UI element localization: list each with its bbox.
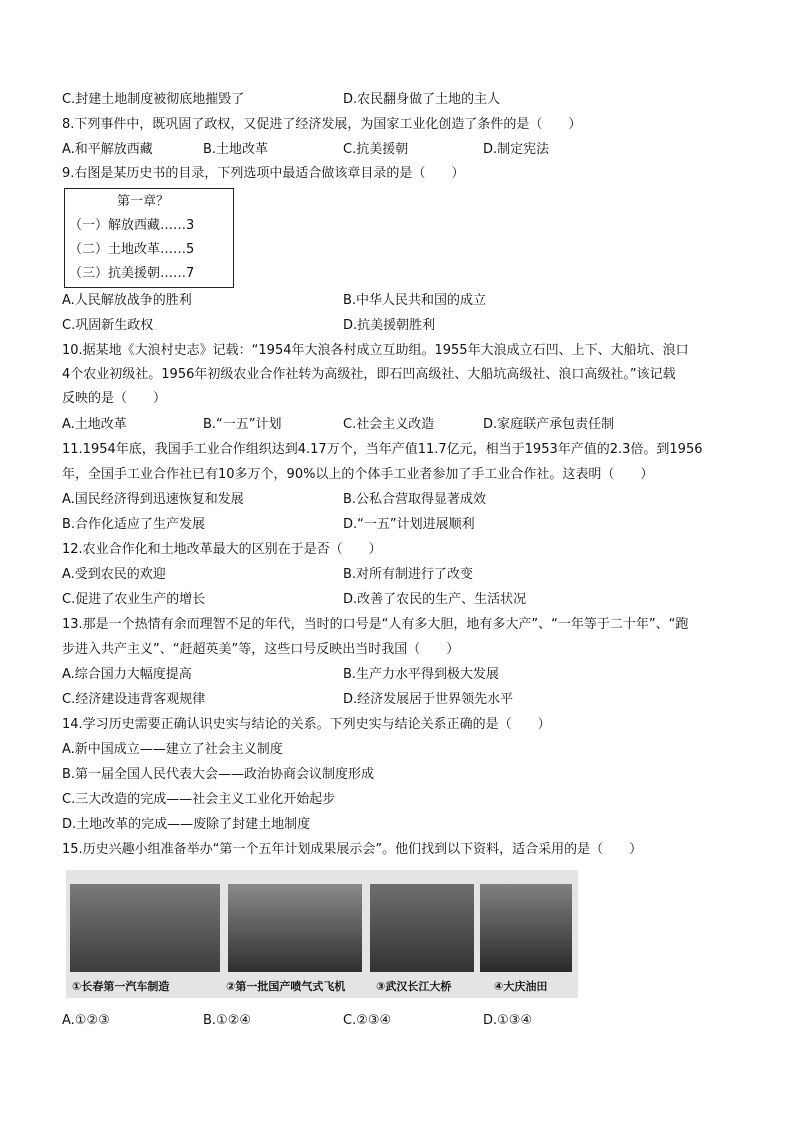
q13-option-d: D.经济发展居于世界领先水平 <box>343 692 514 707</box>
photo-jet-aircraft <box>228 884 362 972</box>
q9-option-c: C.巩固新生政权 <box>62 318 154 333</box>
q13-option-c: C.经济建设违背客观规律 <box>62 692 206 707</box>
q14-option-c: C.三大改造的完成——社会主义工业化开始起步 <box>62 792 336 807</box>
q15-option-d: D.①③④ <box>483 1013 533 1028</box>
photo-car-factory <box>70 884 220 972</box>
toc-title: 第一章？ <box>117 194 170 209</box>
q13-option-b: B.生产力水平得到极大发展 <box>343 667 500 682</box>
q11-stem-line1: 11.1954年底，我国手工业合作组织达到4.17万个，当年产值11.7亿元，相当于1953年产值的2.3倍。到1956 <box>62 442 703 457</box>
q9-table-of-contents <box>64 188 234 288</box>
q12-option-a: A.受到农民的欢迎 <box>62 567 166 582</box>
toc-item: （一）解放西藏……3 <box>69 218 195 233</box>
q7-option-c: C.封建土地制度被彻底地摧毁了 <box>62 92 245 107</box>
toc-item: （二）土地改革……5 <box>69 242 195 257</box>
photo-caption: ②第一批国产喷气式飞机 <box>226 980 346 993</box>
q11-option-b: B.公私合营取得显著成效 <box>343 492 487 507</box>
q8-option-d: D.制定宪法 <box>483 142 550 157</box>
photo-caption: ①长春第一汽车制造 <box>72 980 170 993</box>
q15-option-a: A.①②③ <box>62 1013 110 1028</box>
q8-stem: 8.下列事件中，既巩固了政权，又促进了经济发展，为国家工业化创造了条件的是（ ） <box>62 117 582 132</box>
q8-option-a: A.和平解放西藏 <box>62 142 153 157</box>
q8-option-c: C.抗美援朝 <box>343 142 409 157</box>
q10-option-c: C.社会主义改造 <box>343 417 435 432</box>
q10-option-d: D.家庭联产承包责任制 <box>483 417 615 432</box>
q14-option-d: D.土地改革的完成——废除了封建土地制度 <box>62 817 311 832</box>
q11-stem-line2: 年，全国手工业合作社已有10多万个，90%以上的个体手工业者参加了手工业合作社。这表明（ ） <box>62 467 654 482</box>
q14-option-b: B.第一届全国人民代表大会——政治协商会议制度形成 <box>62 767 375 782</box>
q14-stem: 14.学习历史需要正确认识史实与结论的关系。下列史实与结论关系正确的是（ ） <box>62 717 551 732</box>
q10-stem-line1: 10.据某地《大浪村史志》记载：“1954年大浪各村成立互助组。1955年大浪成立石凹、上下、大船坑、浪口 <box>62 343 689 358</box>
q12-option-b: B.对所有制进行了改变 <box>343 567 474 582</box>
q13-stem-line1: 13.那是一个热情有余而理智不足的年代，当时的口号是“人有多大胆，地有多大产”、“一年等于二十年”、“跑 <box>62 617 689 632</box>
q15-option-c: C.②③④ <box>343 1013 392 1028</box>
q15-stem: 15.历史兴趣小组准备举办“第一个五年计划成果展示会”。他们找到以下资料，适合采用的是（ ） <box>62 842 643 857</box>
q9-option-d: D.抗美援朝胜利 <box>343 318 436 333</box>
photo-caption: ③武汉长江大桥 <box>376 980 452 993</box>
q8-option-b: B.土地改革 <box>203 142 269 157</box>
q10-option-b: B.“一五”计划 <box>203 417 282 432</box>
q11-option-a: A.国民经济得到迅速恢复和发展 <box>62 492 244 507</box>
q9-option-a: A.人民解放战争的胜利 <box>62 293 192 308</box>
q12-stem: 12.农业合作化和土地改革最大的区别在于是否（ ） <box>62 542 382 557</box>
q10-stem-line3: 反映的是（ ） <box>62 391 167 406</box>
q9-stem: 9.右图是某历史书的目录，下列选项中最适合做该章目录的是（ ） <box>62 166 465 181</box>
q11-option-c: B.合作化适应了生产发展 <box>62 517 206 532</box>
q15-photo-strip <box>66 870 578 998</box>
q13-option-a: A.综合国力大幅度提高 <box>62 667 192 682</box>
q10-stem-line2: 4个农业初级社。1956年初级农业合作社转为高级社，即石凹高级社、大船坑高级社、浪口高级社。”该记载 <box>62 367 676 382</box>
q12-option-d: D.改善了农民的生产、生活状况 <box>343 592 527 607</box>
photo-caption: ④大庆油田 <box>494 980 548 993</box>
q13-stem-line2: 步进入共产主义”、“赶超英美”等，这些口号反映出当时我国（ ） <box>62 642 460 657</box>
toc-item: （三）抗美援朝……7 <box>69 266 195 281</box>
photo-daqing-oilfield <box>480 884 572 972</box>
q11-option-d: D.“一五”计划进展顺利 <box>343 517 475 532</box>
q14-option-a: A.新中国成立——建立了社会主义制度 <box>62 742 283 757</box>
q15-option-b: B.①②④ <box>203 1013 252 1028</box>
q9-option-b: B.中华人民共和国的成立 <box>343 293 487 308</box>
q7-option-d: D.农民翻身做了土地的主人 <box>343 92 501 107</box>
q10-option-a: A.土地改革 <box>62 417 127 432</box>
photo-yangtze-bridge <box>370 884 474 972</box>
q12-option-c: C.促进了农业生产的增长 <box>62 592 206 607</box>
